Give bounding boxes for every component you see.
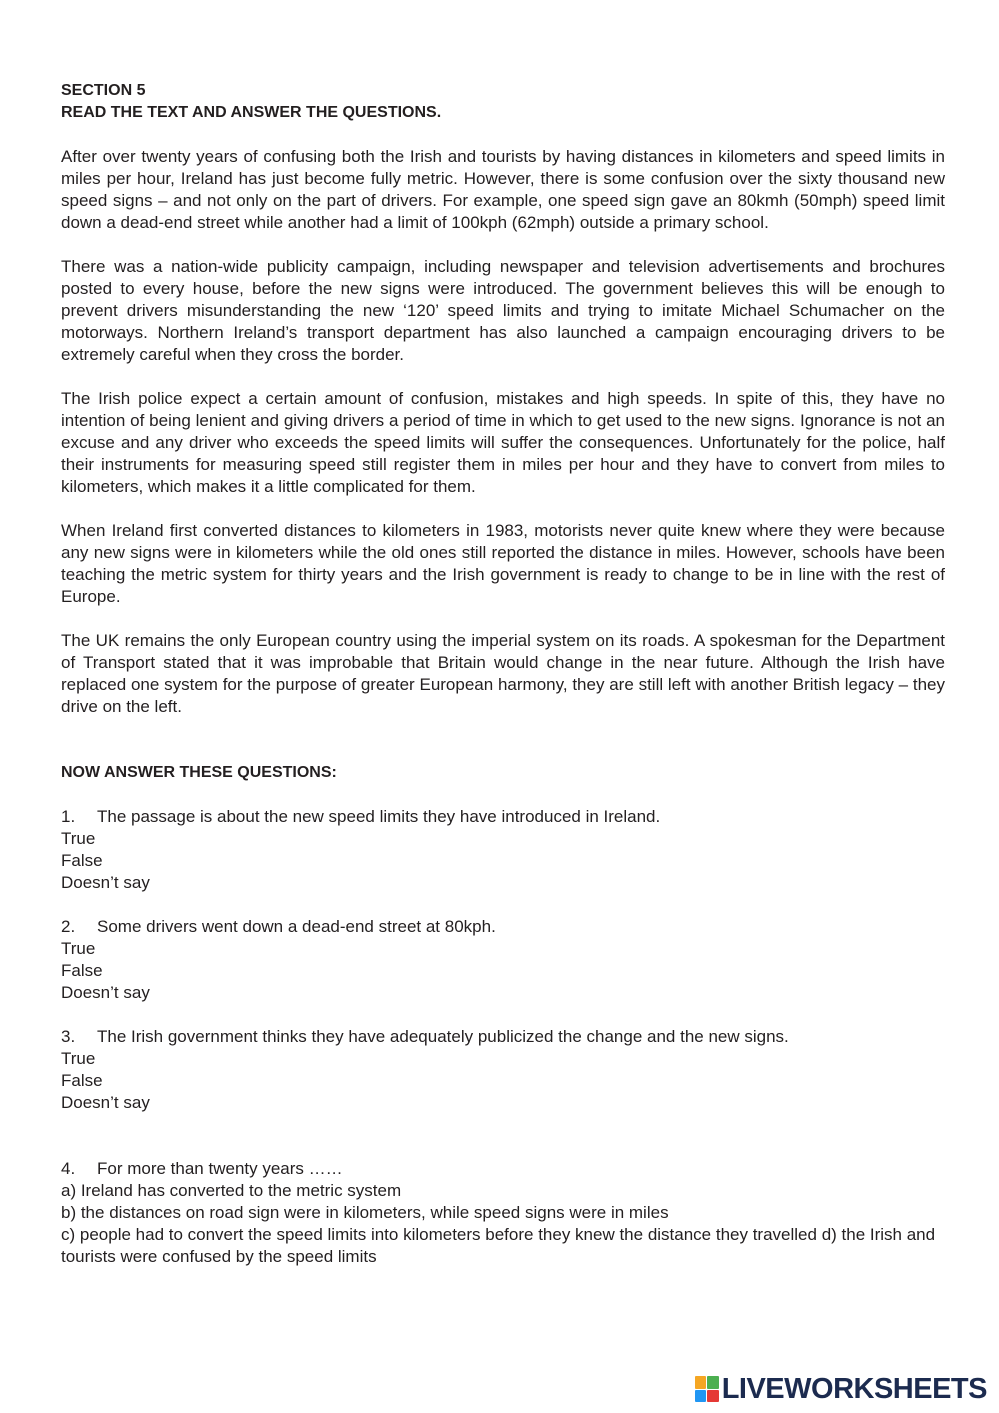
question-2-option-doesnt-say[interactable]: Doesn’t say (61, 983, 150, 1002)
passage-paragraph-4: When Ireland first converted distances to kilometers in 1983, motorists never quite knew where they were because any new signs were in kilometers while the old ones still reported the distance in miles. However, schools have been teaching the metric system for thirty years and the Irish government is ready to change to be in line with the rest of Europe. (61, 521, 945, 606)
question-1-option-false[interactable]: False (61, 851, 103, 870)
question-3-option-true[interactable]: True (61, 1049, 96, 1068)
logo-block-3 (695, 1390, 707, 1403)
logo-blocks-icon (695, 1376, 719, 1402)
question-2-stem (61, 916, 945, 938)
question-4-stem (61, 1158, 945, 1180)
worksheet-page (61, 80, 945, 1290)
question-4 (61, 1158, 945, 1268)
question-2-option-false[interactable]: False (61, 961, 103, 980)
question-4-text: For more than twenty years …… (97, 1159, 343, 1178)
passage-paragraph-1: After over twenty years of confusing both the Irish and tourists by having distances in kilometers and speed limits in miles per hour, Ireland has just become fully metric. However, there is some confusion over the sixty thousand new speed signs – and not only on the part of drivers. For example, one speed sign gave an 80kmh (50mph) speed limit down a dead-end street while another had a limit of 100kph (62mph) outside a primary school. (61, 147, 945, 232)
question-3-option-false[interactable]: False (61, 1071, 103, 1090)
question-4-option-a[interactable]: a) Ireland has converted to the metric system (61, 1181, 402, 1200)
question-1-stem (61, 806, 945, 828)
question-1-option-doesnt-say[interactable]: Doesn’t say (61, 873, 150, 892)
question-1-option-true[interactable]: True (61, 829, 96, 848)
question-1-number: 1. (61, 807, 76, 826)
questions-heading: NOW ANSWER THESE QUESTIONS: (61, 764, 337, 781)
section-title: SECTION 5 (61, 82, 146, 99)
question-1-text: The passage is about the new speed limits they have introduced in Ireland. (97, 807, 661, 826)
question-4-option-c[interactable]: c) people had to convert the speed limits into kilometers before they knew the distance they travelled d) the Irish and tourists were confused by the speed limits (61, 1225, 936, 1266)
passage-paragraph-3: The Irish police expect a certain amount of confusion, mistakes and high speeds. In spite of this, they have no intention of being lenient and giving drivers a period of time in which to get used to the new signs. Ignorance is not an excuse and any driver who exceeds the speed limits will suffer the consequences. Unfortunately for the police, half their instruments for measuring speed still register them in miles per hour and they have to convert from miles to kilometers, which makes it a little complicated for them. (61, 389, 945, 496)
section-instruction: READ THE TEXT AND ANSWER THE QUESTIONS. (61, 104, 442, 121)
question-1 (61, 806, 945, 894)
question-3-number: 3. (61, 1027, 76, 1046)
question-3-option-doesnt-say[interactable]: Doesn’t say (61, 1093, 150, 1112)
logo-block-4 (707, 1390, 719, 1403)
question-4-option-b[interactable]: b) the distances on road sign were in kilometers, while speed signs were in miles (61, 1203, 669, 1222)
question-2-number: 2. (61, 917, 76, 936)
logo-block-1 (695, 1376, 707, 1389)
question-3-stem (61, 1026, 945, 1048)
logo-text: LIVEWORKSHEETS (721, 1373, 987, 1405)
logo-block-2 (707, 1376, 719, 1389)
question-2 (61, 916, 945, 1004)
liveworksheets-logo (695, 1374, 987, 1404)
passage-paragraph-2: There was a nation-wide publicity campaign, including newspaper and television advertisements and brochures posted to every house, before the new signs were introduced. The government believes this will be enough to prevent drivers misunderstanding the new ‘120’ speed limits and trying to imitate Michael Schumacher on the motorways. Northern Ireland’s transport department has also launched a campaign encouraging drivers to be extremely careful when they cross the border. (61, 257, 945, 364)
passage-paragraph-5: The UK remains the only European country using the imperial system on its roads. A spokesman for the Department of Transport stated that it was improbable that Britain would change in the near future. Although the Irish have replaced one system for the purpose of greater European harmony, they are still left with another British legacy – they drive on the left. (61, 631, 945, 716)
question-3 (61, 1026, 945, 1114)
question-3-text: The Irish government thinks they have adequately publicized the change and the new signs. (97, 1027, 789, 1046)
question-2-option-true[interactable]: True (61, 939, 96, 958)
question-4-number: 4. (61, 1159, 76, 1178)
question-2-text: Some drivers went down a dead-end street at 80kph. (97, 917, 496, 936)
